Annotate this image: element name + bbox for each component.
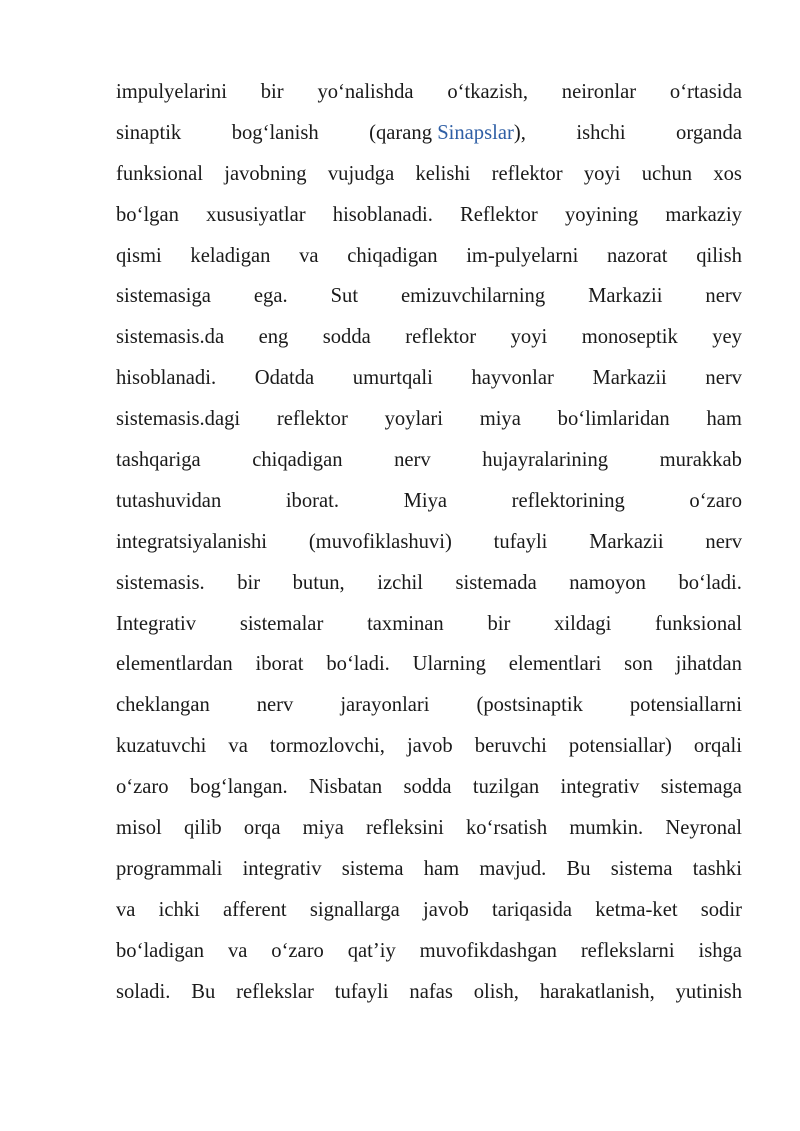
cross-reference [369,113,526,154]
word: integratsiyalanishi [116,530,267,553]
word: son [624,653,653,676]
word: bo‘ladi. [326,653,390,676]
word: miya [302,817,344,840]
text-line [116,399,742,440]
word: bir [237,571,261,594]
word: sistema [341,857,404,880]
word: potensiallarni [629,694,742,717]
text-line [116,481,742,522]
word: xildagi [554,612,612,635]
word: nerv [394,449,431,472]
word: iborat. [285,489,339,512]
word: tormozlovchi, [269,735,385,758]
text-line [116,849,742,890]
word: cheklangan [116,694,210,717]
word: sodda [322,326,371,349]
word: chiqadigan [252,449,343,472]
word: reflekslar [236,980,314,1003]
word: impulyelarini [116,81,227,103]
word: yoyi [510,326,548,349]
word: umurtqali [352,367,433,390]
word: signallarga [309,898,400,921]
word: nerv [705,530,742,553]
word: tariqasida [491,898,573,921]
word: Bu [566,857,591,880]
text-line [116,931,742,972]
word: sistemaga [660,776,742,799]
word: sistemasis. [116,571,205,594]
word: ketma-ket [595,898,678,921]
word: ichki [158,898,200,921]
word: beruvchi [474,735,547,758]
cross-reference-prefix: (qarang [369,121,438,144]
cross-reference-suffix: ), [513,121,526,144]
word: organda [676,121,742,144]
word: uchun [641,162,693,185]
word: afferent [223,898,287,921]
word: monoseptik [581,326,678,349]
word: potensiallar) [568,735,672,758]
word: ham [706,408,742,431]
word: murakkab [659,449,742,472]
word: tufayli [493,530,548,553]
word: yoyining [564,203,639,226]
word: javobning [224,162,307,185]
word: va [227,939,248,962]
word: kuzatuvchi [116,735,207,758]
word: (postsinaptik [476,694,583,717]
word: hujayralarining [482,449,609,472]
word: orqa [243,817,281,840]
word: elementlari [508,653,602,676]
word: butun, [292,571,345,594]
word: yey [712,326,742,349]
text-line [116,440,742,481]
text-line [116,890,742,931]
word: miya [479,408,521,431]
word: iborat [255,653,304,676]
word: sistemasiga [116,285,211,308]
word: sistemada [455,571,537,594]
word: reflektorining [511,489,625,512]
word: Sut [330,285,359,308]
word: nerv [256,694,294,717]
word: chiqadigan [347,244,438,267]
word: javob [423,898,469,921]
word: bir [487,612,511,635]
word: emizuvchilarning [401,285,546,308]
text-line [116,808,742,849]
word: nazorat [606,244,668,267]
word: integrativ [560,776,640,799]
word: tufayli [334,980,389,1003]
word: markaziy [665,203,742,226]
word: javob [406,735,453,758]
word: Miya [403,489,448,512]
word: programmali [116,857,223,880]
text-line [116,195,742,236]
word: im-pulyelarni [466,244,579,267]
word: reflektor [405,326,477,349]
word: Integrativ [116,612,197,635]
text-line [116,154,742,195]
word: refleksini [366,817,444,840]
word: izchil [377,571,423,594]
word: o‘tkazish, [447,81,528,103]
word: misol [116,817,162,840]
word: harakatlanish, [539,980,655,1003]
word: sistemasis.dagi [116,408,241,431]
word: funksional [655,612,742,635]
word: keladigan [190,244,271,267]
word: nafas [409,980,453,1003]
word: sistema [610,857,673,880]
word: tashqariga [116,449,201,472]
word: sodir [700,898,742,921]
word: va [116,898,136,921]
word: vujudga [327,162,395,185]
text-line [116,604,742,645]
body-text [116,72,742,1012]
word: yo‘nalishda [317,81,414,103]
word: ega. [253,285,288,308]
word: o‘zaro [271,939,324,962]
word: ko‘rsatish [465,817,548,840]
word: sistemalar [239,612,324,635]
word: o‘rtasida [669,81,742,103]
word: muvofikdashgan [419,939,557,962]
word: qilish [696,244,742,267]
text-line [116,972,742,1013]
text-line [116,644,742,685]
word: sinaptik [116,121,182,144]
word: hisoblanadi. [332,203,433,226]
word: bo‘lgan [116,203,179,226]
word: ishga [698,939,742,962]
text-line [116,522,742,563]
text-line [116,767,742,808]
text-line [116,726,742,767]
word: Markazii [592,367,667,390]
word: yoylari [384,408,443,431]
word: hisoblanadi. [116,367,217,390]
word: ham [423,857,460,880]
word: sistemasis.da [116,326,225,349]
word: Markazii [589,530,664,553]
word: tashki [692,857,742,880]
word: hayvonlar [471,367,554,390]
word: olish, [473,980,519,1003]
word: qilib [183,817,222,840]
word: jihatdan [675,653,742,676]
word: neironlar [561,81,637,103]
word: Nisbatan [308,776,383,799]
word: elementlardan [116,653,233,676]
word: reflektor [276,408,348,431]
word: o‘zaro [689,489,742,512]
text-line [116,113,742,154]
word: Markazii [588,285,663,308]
word: mumkin. [569,817,644,840]
word: nerv [705,285,742,308]
text-line [116,563,742,604]
text-line [116,358,742,399]
word: bog‘langan. [189,776,288,799]
word: qat’iy [347,939,396,962]
word: tutashuvidan [116,489,222,512]
word: nerv [705,367,742,390]
word: Bu [191,980,216,1003]
word: reflektor [491,162,563,185]
word: (muvofiklashuvi) [308,530,452,553]
word: sodda [403,776,452,799]
word: Reflektor [460,203,538,226]
word: qismi [116,244,162,267]
word: mavjud. [479,857,547,880]
word: funksional [116,162,203,185]
word: kelishi [415,162,471,185]
word: bo‘ladigan [116,939,205,962]
text-line [116,276,742,317]
text-line [116,317,742,358]
text-line [116,236,742,277]
word: soladi. [116,980,171,1003]
word: integrativ [242,857,322,880]
word: bir [260,81,284,103]
word: o‘zaro [116,776,169,799]
word: reflekslarni [580,939,675,962]
word: xususiyatlar [206,203,306,226]
text-line [116,685,742,726]
sinapslar-link[interactable]: Sinapslar [437,121,514,144]
text-line [116,72,742,113]
word: bo‘ladi. [678,571,742,594]
word: taxminan [367,612,444,635]
word: ishchi [576,121,626,144]
word: bog‘lanish [231,121,319,144]
word: Ularning [412,653,486,676]
word: eng [258,326,289,349]
word: jarayonlari [340,694,430,717]
word: Odatda [254,367,315,390]
word: yoyi [583,162,621,185]
word: va [228,735,248,758]
word: orqali [693,735,742,758]
word: namoyon [569,571,646,594]
word: xos [713,162,742,185]
word: va [299,244,319,267]
word: bo‘limlaridan [557,408,670,431]
word: Neyronal [665,817,742,840]
word: yutinish [675,980,742,1003]
word: tuzilgan [472,776,540,799]
